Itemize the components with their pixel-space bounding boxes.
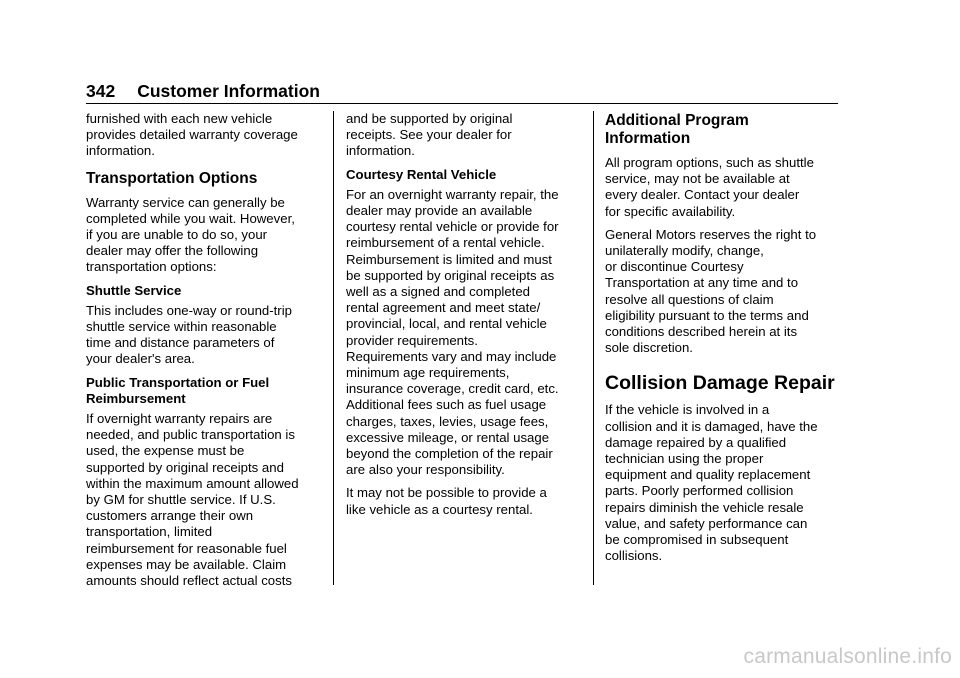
watermark: carmanualsonline.info (743, 645, 952, 668)
paragraph: If overnight warranty repairs are needed, and public transportation is used, the expense must be supported by original receipts and within the maximum amount allowed by GM for shuttle service. If U.S. customers arrange their own transportation, limited reimbursement for reasonable fuel expenses may be available. Claim amounts should reflect actual costs (86, 411, 299, 589)
heading-transportation-options: Transportation Options (86, 169, 258, 187)
page-number: 342 (86, 81, 116, 101)
heading-collision-damage-repair: Collision Damage Repair (605, 372, 835, 395)
paragraph: and be supported by original receipts. See your dealer for information. (346, 111, 513, 159)
heading-additional-program-information: Additional Program Information (605, 112, 749, 147)
page-header (86, 80, 838, 104)
subheading-public-transportation: Public Transportation or Fuel Reimbursement (86, 374, 270, 406)
paragraph: All program options, such as shuttle service, may not be available at every dealer. Contact your dealer for specific availability. (605, 155, 814, 219)
paragraph: For an overnight warranty repair, the dealer may provide an available courtesy rental vehicle or provide for reimbursement of a rental vehicle. Reimbursement is limited and must be supported by original receipts as well as a signed and completed rental agreement and meet state/ provincial, local, and rental vehicle provider requirements. Requirements vary and may include minimum age requirements, insurance coverage, credit card, etc. Additional fees such as fuel usage charges, taxes, levies, usage fees, excessive mileage, or rental usage beyond the completion of the repair are also your responsibility. (346, 186, 559, 478)
paragraph: This includes one-way or round-trip shuttle service within reasonable time and distance parameters of your dealer's area. (86, 302, 292, 367)
column-2 (346, 111, 582, 525)
section-title: Customer Information (137, 81, 320, 101)
column-1 (86, 111, 322, 596)
paragraph: It may not be possible to provide a like vehicle as a courtesy rental. (346, 485, 547, 517)
paragraph: furnished with each new vehicle provides detailed warranty coverage information. (86, 111, 298, 159)
paragraph: If the vehicle is involved in a collision and it is damaged, have the damage repaired by a qualified technician using the proper equipment and quality replacement parts. Poorly performed collision repairs diminish the vehicle resale value, and safety performance can be compromised in subsequent collisions. (605, 402, 818, 564)
subheading-shuttle-service: Shuttle Service (86, 282, 182, 298)
paragraph: General Motors reserves the right to unilaterally modify, change, or discontinue Courtesy Transportation at any time and to resolve all questions of claim eligibility pursuant to the terms and conditions described herein at its sole discretion. (605, 226, 817, 356)
column-divider (593, 111, 594, 585)
paragraph: Warranty service can generally be completed while you wait. However, if you are unable to do so, your dealer may offer the following transportation options: (86, 194, 295, 275)
subheading-courtesy-rental: Courtesy Rental Vehicle (346, 166, 497, 182)
column-3 (605, 111, 845, 571)
column-divider (333, 111, 334, 585)
